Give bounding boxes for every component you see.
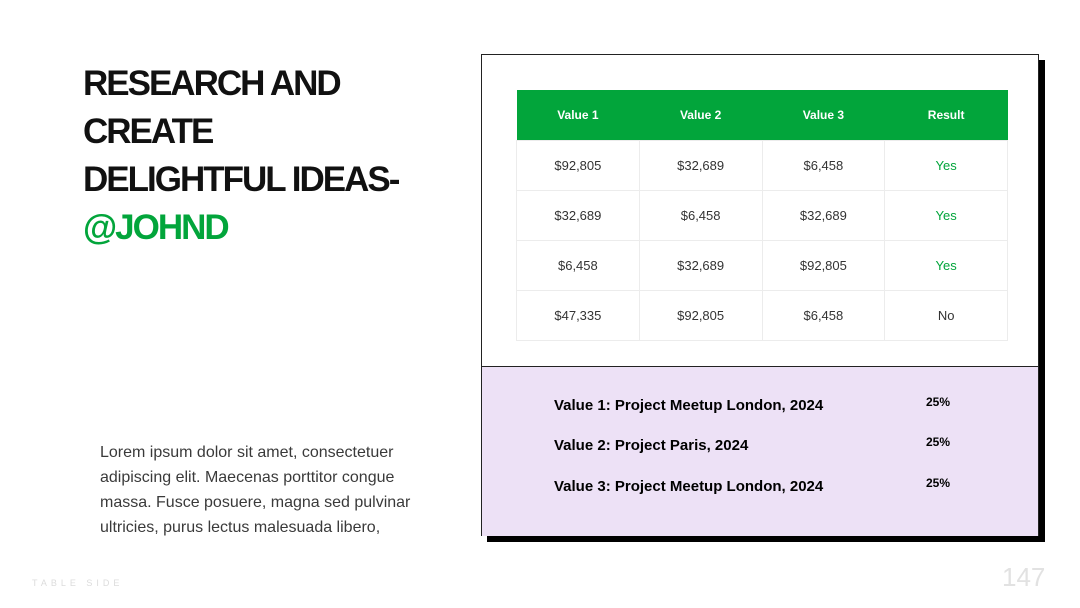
table-panel: [482, 55, 1038, 366]
header-value-1: Value 1: [517, 90, 640, 141]
legend-item: [554, 478, 994, 502]
table-row: [517, 291, 1008, 341]
result-cell: Yes: [885, 241, 1008, 291]
title-line-2: DELIGHTFUL IDEAS-: [83, 160, 399, 199]
legend-value: 25%: [926, 476, 951, 490]
header-result: Result: [885, 90, 1008, 141]
body-paragraph: Lorem ipsum dolor sit amet, consectetuer adipiscing elit. Maecenas porttitor congue massa. Fusce posuere, magna sed pulvinar ultricies, purus lectus malesuada libero,: [100, 444, 411, 536]
table-cell: $92,805: [517, 141, 640, 191]
header-value-3: Value 3: [762, 90, 885, 141]
legend-item: [554, 397, 994, 421]
table-cell: $32,689: [639, 141, 762, 191]
result-cell: Yes: [885, 191, 1008, 241]
legend-item: [554, 437, 994, 461]
table-row: [517, 141, 1008, 191]
table-cell: $47,335: [517, 291, 640, 341]
legend-panel: [482, 366, 1038, 536]
table-cell: $92,805: [762, 241, 885, 291]
data-table: [516, 90, 1008, 341]
table-row: [517, 241, 1008, 291]
header-value-2: Value 2: [639, 90, 762, 141]
legend-label: Value 2: Project Paris, 2024: [554, 437, 749, 454]
table-cell: $32,689: [762, 191, 885, 241]
legend-value: 25%: [926, 395, 951, 409]
table-row: [517, 191, 1008, 241]
slide-title: [83, 60, 473, 252]
legend-label: Value 3: Project Meetup London, 2024: [554, 478, 824, 495]
table-cell: $6,458: [517, 241, 640, 291]
table-cell: $92,805: [639, 291, 762, 341]
legend-value: 25%: [926, 435, 951, 449]
legend-label: Value 1: Project Meetup London, 2024: [554, 397, 824, 414]
table-cell: $32,689: [639, 241, 762, 291]
table-cell: $6,458: [762, 291, 885, 341]
table-card: [481, 54, 1039, 536]
table-header-row: [517, 90, 1008, 141]
result-cell: No: [885, 291, 1008, 341]
table-cell: $6,458: [639, 191, 762, 241]
result-cell: Yes: [885, 141, 1008, 191]
table-cell: $6,458: [762, 141, 885, 191]
title-handle: @JOHND: [83, 208, 228, 247]
footer-label: TABLE SIDE: [32, 578, 124, 588]
page-number: 147: [1002, 562, 1046, 592]
title-line-1: RESEARCH AND CREATE: [83, 64, 340, 151]
table-cell: $32,689: [517, 191, 640, 241]
